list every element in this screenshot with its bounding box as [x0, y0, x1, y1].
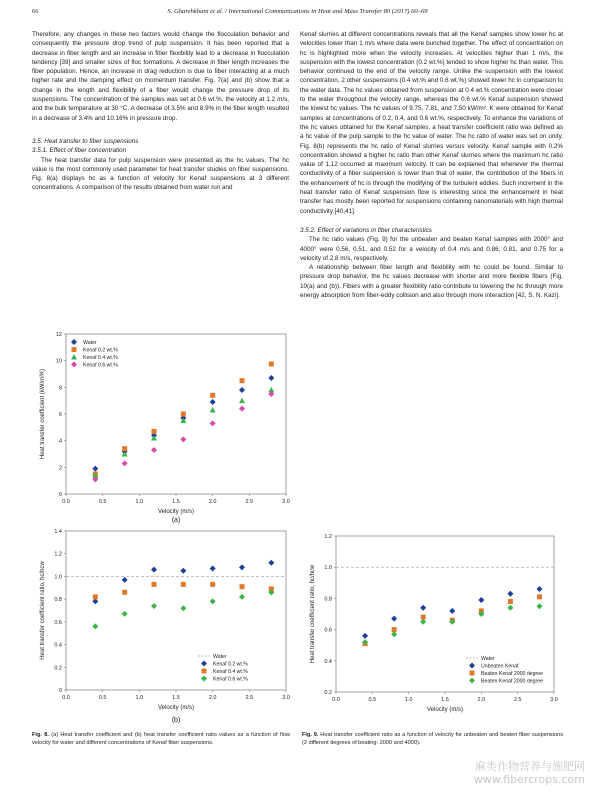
section-heading: 3.5. Heat transfer to fiber suspensions: [32, 137, 139, 145]
y-tick-label: 6: [58, 412, 62, 418]
data-point: [507, 591, 513, 597]
x-tick-label: 2.0: [477, 697, 486, 703]
y-tick-label: 1.0: [324, 565, 332, 572]
y-tick-label: 0.2: [54, 665, 62, 672]
paragraph: The hc ratio values (Fig. 9) for the unbeaten and beaten Kenaf samples with 2000° and 4000° were 0.56, 0.51, and 0.52 for a velocity of 0.4 m/s and 0.86, 0.81, and 0.75 for a velocity of 2.8 m/s, respectively.: [300, 236, 563, 262]
data-point: [269, 362, 274, 367]
x-tick-label: 2.0: [208, 499, 217, 505]
data-point: [268, 560, 274, 566]
legend-label: Kenaf 0.4 wt.%: [83, 355, 118, 361]
y-axis-label: Heat transfer coefficient ratio, hc/hcw: [310, 564, 316, 664]
data-point: [152, 582, 157, 587]
subsection-heading: 3.5.1. Effect of fiber concentration: [32, 147, 127, 155]
data-point: [449, 608, 455, 614]
data-point: [180, 568, 186, 574]
data-point: [210, 598, 216, 604]
data-point: [210, 393, 215, 398]
subfigure-label: (a): [171, 517, 181, 524]
left-column-text: [32, 30, 289, 193]
y-tick-label: 0: [58, 688, 62, 694]
legend-label: Kenaf 0.2 wt.%: [213, 661, 248, 668]
data-point: [151, 603, 157, 609]
y-tick-label: 1.4: [54, 529, 62, 535]
data-point: [537, 594, 542, 599]
figure-9-caption: [302, 731, 563, 747]
data-point: [210, 565, 216, 571]
legend-marker: [71, 354, 77, 360]
data-point: [240, 584, 245, 589]
data-point: [122, 611, 128, 617]
data-point: [122, 460, 128, 466]
data-point: [536, 603, 542, 609]
data-point: [151, 447, 157, 453]
paragraph: Kenaf slurries at different concentrations reveals that all the Kenaf samples show lower hc at velocities lower than 1 m/s where data were bunched together. The effect of concentration on hc is highlighted more when the velocity increases. At velocities higher than 1 m/s, the suspension with the lowest concentration (0.2 wt.%) tended to show higher hc than water. This behavior continued to the end of the velocity range. Unlike the suspension with the lowest concentration, 2 other suspensions (0.4 wt.% and 0.6 wt.%) showed lower hc in comparison to the water data. The hc values obtained from suspension at 0.4 wt.% concentration were closer to the water throughout the velocity range, whereas the 0.6 wt.% Kenaf suspension showed the lowest hc values. The hc values of 9.75, 7.81, and 7.50 kW/m². K were obtained for Kenaf samples at concentrations of 0.2, 0.4, and 0.6 wt.%, respectively. To enhance the variations of the hc values obtained for the Kenaf samples, a heat transfer coefficient ratio was defined as a hc value of the pulp sample to the hc value of water. The hc ratio of water was set on unity. Fig. 8(b) represents the hc ratio of Kenaf slurries versus velocity. Kenaf sample with 0.2% concentration showed a higher hc ratio than other Kenaf slurries where the maximum hc ratio value of 1.12 occurred at maximum velocity. It can be explained that whenever the thermal conductivity of a fiber suspension is lower than that of water, the contribution of the fibers in the enhancement of hc is through the modifying of the turbulent eddies. Such increment in the heat transfer ratio of Kenaf suspension flow is interesting since the enhancement in heat transfer has mostly been reported for suspensions containing nanomaterials with high thermal conductivity [40,41].: [300, 31, 563, 215]
data-point: [239, 594, 245, 600]
data-point: [391, 616, 397, 622]
legend-label: Beaten Kenaf 2000 degree: [481, 678, 544, 685]
figure-8b-chart: [32, 527, 294, 724]
paragraph: Therefore, any changes in these two factors would change the flocculation behavior and consequently the pressure drop trend of pulp suspension. It has been reported that a decrease in fiber length and an increase in fiber flexibility lead to a decrease in flocculation tendency [39] and smaller sizes of floc formations. A decrease in fiber length increases the fiber population. Hence, an increase in drag reduction is due to fiber interacting at a much higher rate and the damping effect on momentum transfer. Fig. 7(a) and (b) show that a change in the length and flexibility of a fiber would change the pressure drop of its suspensions. The concentration of the samples was set at 0.6 wt.%, the velocity at 1.2 m/s, and the bulk temperature at 30 °C. A decrease of 3.5% and 8.9% in the fiber length resulted in a decrease of 3.4% and 10.16% in pressure drop.: [32, 31, 289, 122]
page-number: 66: [32, 8, 39, 15]
x-tick-label: 2.5: [513, 697, 522, 703]
figure-9-chart: [302, 530, 564, 724]
watermark-line: www.fibercrops.com: [473, 773, 585, 786]
x-axis-label: Velocity (m/s): [426, 707, 464, 713]
data-point: [122, 446, 127, 451]
y-tick-label: 0.4: [54, 642, 62, 649]
x-tick-label: 1.0: [135, 695, 144, 701]
data-point: [92, 466, 98, 472]
legend-marker: [71, 362, 77, 368]
paragraph: A relationship between fiber length and flexibility with hc could be found. Similar to pressure drop behavior, the hc values decrease with shorter and more flexible fibers (Fig. 10(a) and (b)). Fibers with a greater flexibility ratio contribute to lowering the hc through more energy absorption from fiber-eddy collision and also through more interaction [42, S. N. Kazi].: [300, 264, 563, 300]
legend-label: Kenaf 0.2 wt.%: [83, 347, 118, 354]
data-point: [239, 564, 245, 570]
y-tick-label: 1.0: [54, 574, 62, 581]
data-point: [210, 399, 216, 405]
y-tick-label: 0.2: [324, 690, 332, 696]
data-point: [210, 582, 215, 587]
data-point: [180, 436, 186, 442]
data-point: [151, 567, 157, 573]
x-tick-label: 0.5: [98, 499, 107, 505]
x-tick-label: 0.0: [62, 695, 70, 701]
y-tick-label: 10: [55, 358, 62, 365]
legend-marker: [470, 671, 475, 676]
x-tick-label: 2.5: [245, 695, 254, 701]
x-tick-label: 3.0: [282, 499, 290, 505]
figure-8-caption: [32, 731, 290, 747]
x-tick-label: 3.0: [550, 697, 558, 703]
caption-text: (a) Heat transfer coefficient and (b) heat transfer coefficient ratio values as a function of flow velocity for water and different concentrations of Kenaf fiber suspensions.: [32, 732, 290, 746]
data-point: [507, 605, 513, 611]
legend-marker: [72, 347, 77, 352]
x-tick-label: 1.5: [172, 695, 180, 701]
y-tick-label: 4: [58, 438, 62, 445]
legend-label: Kenaf 0.6 wt.%: [83, 362, 118, 369]
y-tick-label: 0.6: [324, 627, 332, 634]
legend-label: Water: [481, 656, 495, 662]
data-point: [93, 594, 98, 599]
x-tick-label: 0.5: [368, 697, 377, 703]
data-point: [268, 375, 274, 381]
x-tick-label: 3.0: [282, 695, 290, 701]
journal-running-head: S. Gharehkhani et al. / International Communications in Heat and Mass Transfer 80 (2017) 60–69: [167, 8, 428, 15]
data-point: [240, 378, 245, 383]
data-point: [210, 407, 216, 413]
watermark: [474, 760, 585, 786]
legend-marker: [71, 339, 77, 345]
data-point: [181, 582, 186, 587]
caption-label: Fig. 8.: [32, 732, 49, 738]
y-tick-label: 8: [58, 385, 62, 392]
caption-label: Fig. 9.: [302, 732, 319, 738]
legend-label: Beaten Kenaf 2000 degree: [481, 671, 544, 677]
subsection-heading: 3.5.2. Effect of variations in fiber characteristics: [300, 226, 432, 234]
x-tick-label: 1.5: [441, 697, 449, 703]
data-point: [210, 420, 216, 426]
plot-frame: [336, 536, 554, 692]
y-axis-label: Heat transfer coefficient ratio, hc/hcw: [40, 561, 46, 660]
x-tick-label: 0.0: [332, 697, 340, 703]
legend-label: Kenaf 0.4 wt.%: [213, 669, 248, 675]
legend-label: Kenaf 0.6 wt.%: [213, 676, 248, 683]
data-point: [92, 623, 98, 629]
caption-text: Heat transfer coefficient ratio as a function of velocity for unbeaten and beaten fiber suspensions (2 different degrees of beating: 2000 and 4000).: [302, 732, 563, 746]
y-tick-label: 0.8: [54, 597, 62, 604]
data-point: [239, 387, 245, 393]
data-point: [478, 597, 484, 603]
data-point: [152, 429, 157, 434]
watermark-line: 麻类作物营养与施肥网: [475, 760, 585, 773]
legend-marker: [469, 663, 475, 669]
legend-label: Water: [213, 654, 227, 660]
x-tick-label: 1.0: [404, 697, 413, 703]
data-point: [239, 398, 245, 404]
data-point: [181, 412, 186, 417]
y-tick-label: 1.2: [324, 534, 332, 540]
x-tick-label: 1.5: [172, 499, 180, 505]
y-tick-label: 12: [55, 332, 62, 338]
x-tick-label: 2.0: [208, 695, 217, 701]
data-point: [508, 599, 513, 604]
y-tick-label: 0.4: [324, 658, 332, 665]
x-tick-label: 2.5: [245, 499, 254, 505]
data-point: [122, 577, 128, 583]
x-tick-label: 0.5: [98, 695, 107, 701]
data-point: [122, 590, 127, 595]
y-tick-label: 0.6: [54, 619, 62, 626]
right-column-text: [300, 30, 563, 300]
legend-label: Water: [83, 340, 97, 346]
figure-8a-chart: [32, 328, 294, 524]
paragraph: The heat transfer data for pulp suspension were presented as the hc values. The hc value is the most commonly used parameter for heat transfer studies on fiber suspensions. Fig. 8(a) displays hc as a function of velocity for Kenaf suspensions at 3 different concentrations. A comparison of the results obtained from water run and: [32, 156, 289, 192]
legend-marker: [201, 661, 207, 667]
x-tick-label: 1.0: [135, 499, 144, 505]
legend-marker: [202, 669, 207, 674]
x-axis-label: Velocity (m/s): [157, 509, 195, 515]
data-point: [420, 619, 426, 625]
y-tick-label: 2: [58, 465, 62, 472]
data-point: [362, 633, 368, 639]
x-axis-label: Velocity (m/s): [157, 705, 195, 711]
plot-frame: [66, 531, 286, 690]
legend-marker: [469, 678, 475, 684]
subfigure-label: (b): [171, 717, 181, 724]
data-point: [536, 586, 542, 592]
data-point: [180, 605, 186, 611]
data-point: [391, 631, 397, 637]
legend-marker: [201, 676, 207, 682]
legend-label: Unbeaten Kenaf: [481, 663, 519, 670]
data-point: [239, 406, 245, 412]
x-tick-label: 0.0: [62, 499, 70, 505]
y-tick-label: 1.2: [54, 551, 62, 558]
data-point: [420, 605, 426, 611]
y-axis-label: Heat transfer coefficient (kW/m²K): [40, 368, 46, 460]
y-tick-label: 0.8: [324, 596, 332, 603]
y-tick-label: 0: [58, 492, 62, 498]
